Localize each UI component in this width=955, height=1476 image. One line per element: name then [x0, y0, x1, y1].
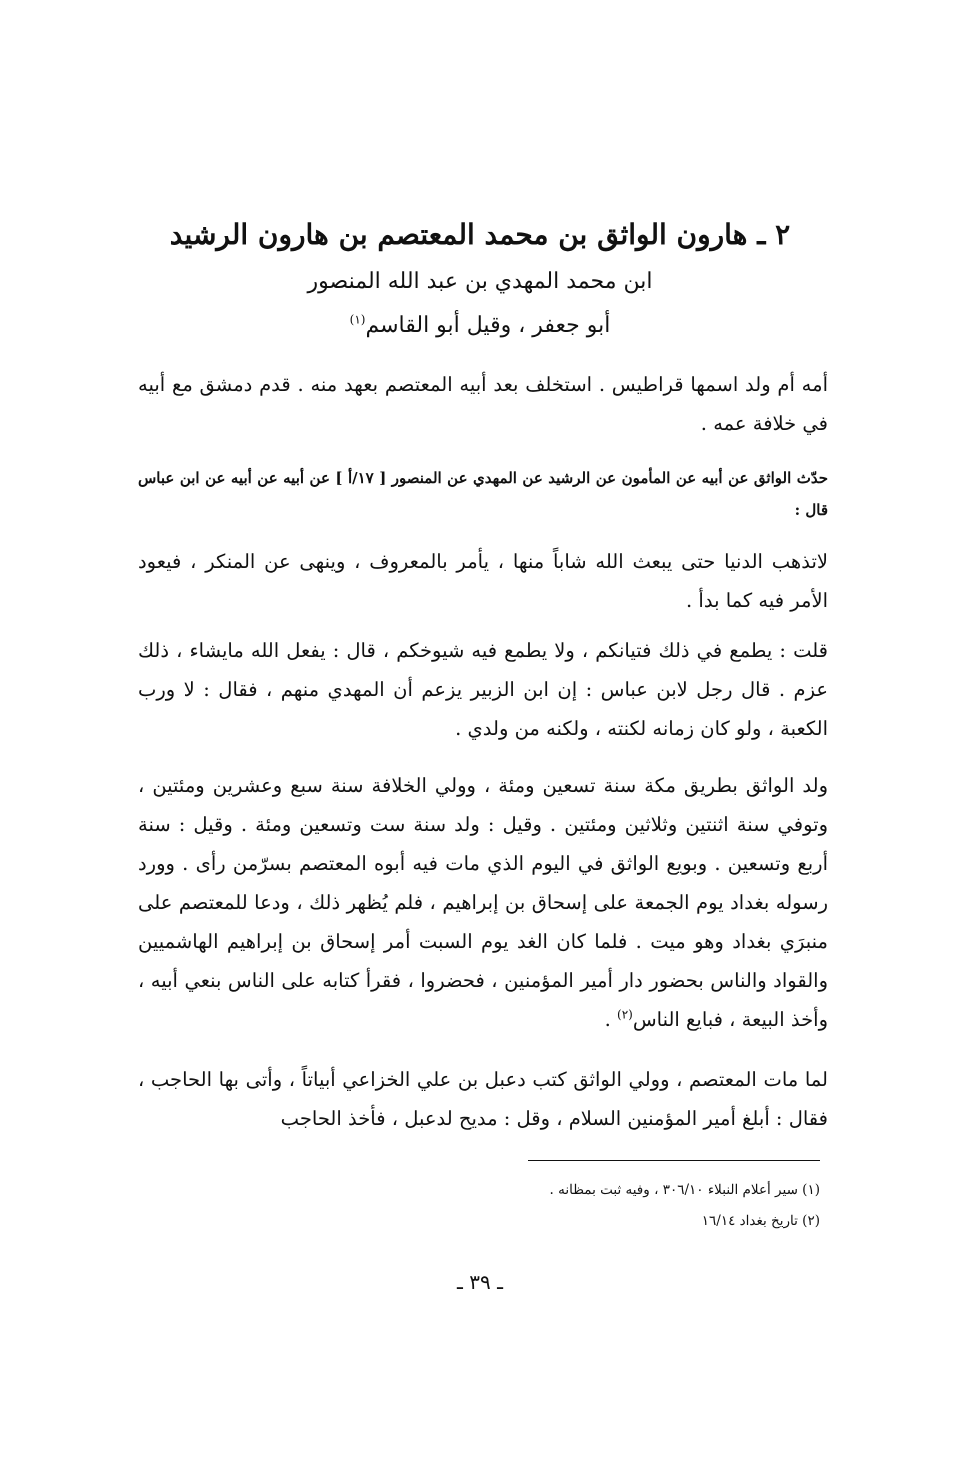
- kunya-line: [140, 306, 820, 346]
- footnotes: [400, 1175, 820, 1237]
- footnote-1: (١) سير أعلام النبلاء ٣٠٦/١٠ ، وفيه ثبت بمظانه .: [549, 1182, 820, 1198]
- footnote-ref-2: (٢): [617, 1007, 633, 1022]
- paragraph-birth-text: ولد الواثق بطريق مكة سنة تسعين ومئة ، وولي الخلافة سنة سبع وعشرين ومئتين ، وتوفي سنة اثنتين وثلاثين ومئتين . وقيل : ولد سنة ست وتسعين ومئة . وقيل : سنة أربع وتسعين . وبويع الواثق في اليوم الذي مات فيه أبوه المعتصم بسرّمن رأى . وورد رسوله بغداد يوم الجمعة على إسحاق بن إبراهيم ، فلم يُظهر ذلك ، ودعا للمعتصم على منبرَي بغداد وهو ميت . فلما كان الغد يوم السبت أمر إسحاق بن إبراهيم الهاشميين والقواد والناس بحضور دار أمير المؤمنين ، فحضروا ، فقرأ كتابه على الناس بنعي أبيه ، وأخذ البيعة ، فبايع الناس: [138, 774, 828, 1031]
- paragraph-ibn-abbas: قلت : يطمع في ذلك فتيانكم ، ولا يطمع فيه شيوخكم ، قال : يفعل الله مايشاء ، ذلك عزم . قال رجل لابن عباس : إن ابن الزبير يزعم أن المهدي منهم ، فقال : لا ورب الكعبة ، ولو كان زمانه لكنته ، ولكنه من ولدي .: [138, 639, 828, 740]
- paragraph-mother: أمه أم ولد اسمها قراطيس . استخلف بعد أبيه المعتصم بعهد منه . قدم دمشق مع أبيه في خلافة عمه .: [138, 373, 828, 435]
- kunya-text: أبو جعفر ، وقيل أبو القاسم: [365, 313, 611, 338]
- footnote-2: (٢) تاريخ بغداد ١٦/١٤: [701, 1213, 820, 1229]
- paragraph-hadith: لاتذهب الدنيا حتى يبعث الله شاباً منها ، يأمر بالمعروف ، وينهى عن المنكر ، فيعود الأمر فيه كما بدأ .: [138, 550, 828, 612]
- paragraph-birth-and-caliphate: [138, 766, 828, 1039]
- isnad-chain: حدّث الواثق عن أبيه عن المأمون عن الرشيد عن المهدي عن المنصور [ ١٧/أ ] عن أبيه عن أبيه عن ابن عباس قال :: [138, 469, 828, 519]
- chapter-title: ٢ ـ هارون الواثق بن محمد المعتصم بن هارون الرشيد: [169, 218, 791, 251]
- paragraph-dibil: لما مات المعتصم ، وولي الواثق كتب دعبل بن علي الخزاعي أبياتاً ، وأتى بها الحاجب ، فقال : أبلغ أمير المؤمنين السلام ، وقل : مديح لدعبل ، فأخذ الحاجب: [138, 1068, 828, 1130]
- footnote-separator: [528, 1160, 820, 1161]
- lineage-line: ابن محمد المهدي بن عبد الله المنصور: [307, 269, 653, 294]
- paragraph-birth-end: .: [604, 1008, 618, 1031]
- page-number: ـ ٣٩ ـ: [457, 1270, 503, 1294]
- footnote-ref-1: (١): [349, 312, 366, 327]
